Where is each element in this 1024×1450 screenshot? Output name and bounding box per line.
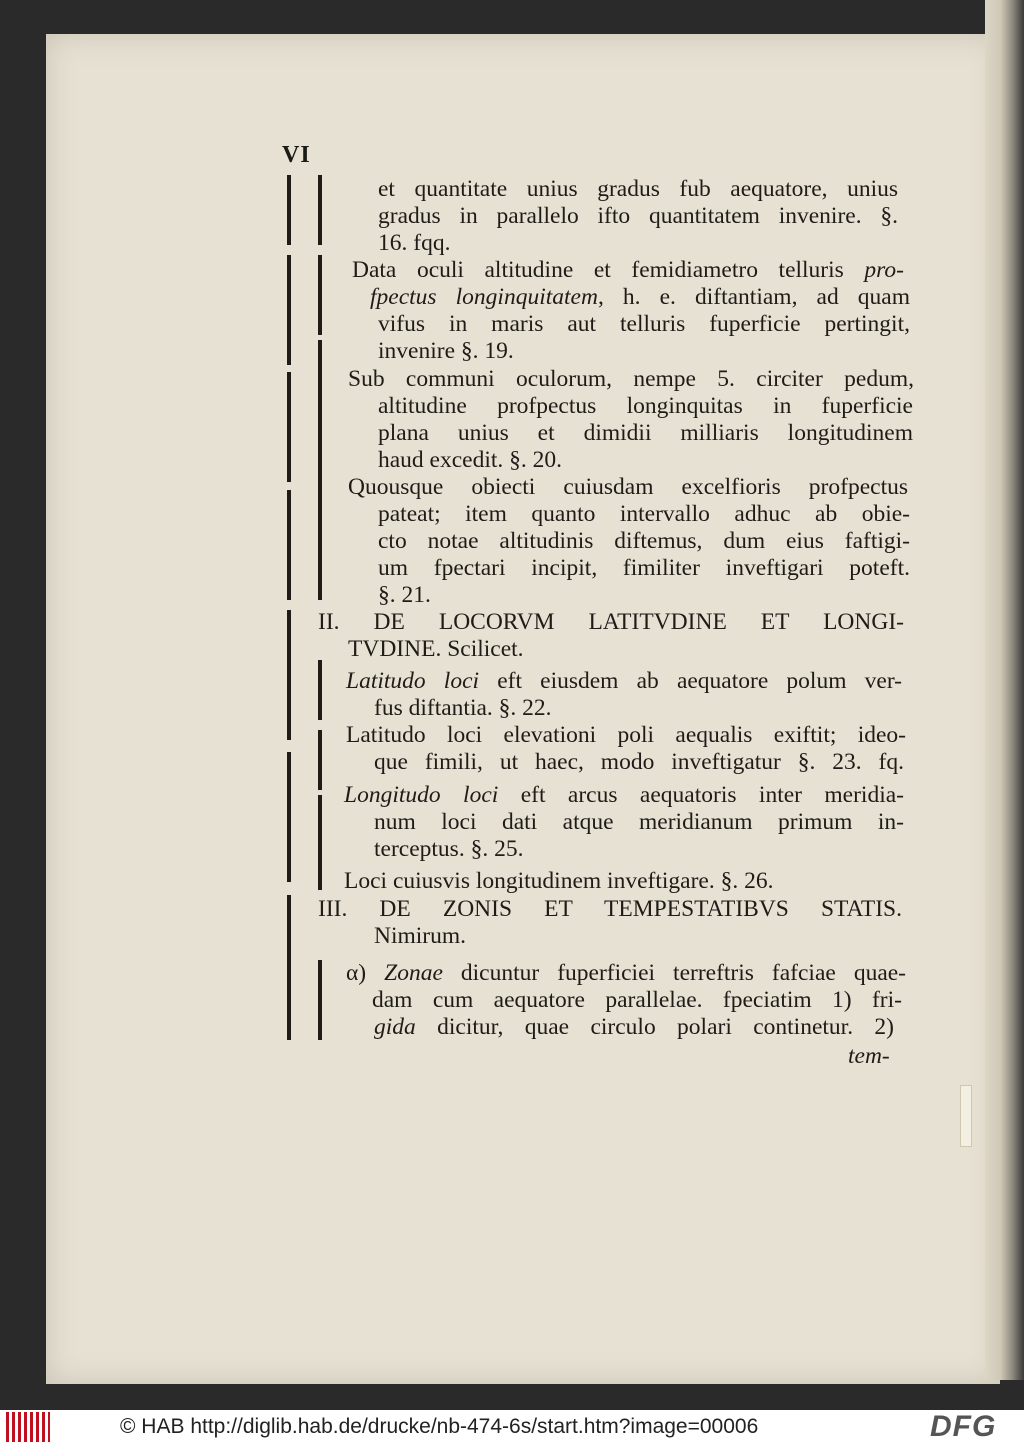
text-line — [346, 668, 902, 695]
italic-text: gida — [374, 1014, 416, 1040]
text-line — [378, 230, 450, 257]
text-line — [374, 695, 552, 722]
text-line — [848, 1043, 890, 1070]
text-span: vifus in maris aut telluris fuperficie pertingit, — [378, 311, 910, 337]
text-span: pateat; item quanto intervallo adhuc ab obie- — [378, 501, 910, 527]
text-span: TVDINE. Scilicet. — [348, 636, 524, 662]
text-span: dicuntur fuperficiei terreftris fafciae quae- — [442, 960, 907, 986]
text-line — [378, 338, 514, 365]
text-line — [378, 311, 910, 338]
footer-copyright: © HAB http://diglib.hab.de/drucke/nb-474-6s/start.htm?image=00006 — [120, 1415, 759, 1438]
text-span: Loci cuiusvis longitudinem inveftigare. §. 26. — [344, 868, 774, 894]
text-span: dicitur, quae circulo polari continetur. 2) — [415, 1014, 894, 1040]
text-line — [372, 987, 902, 1014]
text-line — [378, 393, 913, 420]
text-line — [378, 582, 431, 609]
text-line — [348, 636, 524, 663]
text-line — [370, 284, 910, 311]
text-line — [378, 555, 910, 582]
text-span: et quantitate unius gradus fub aequatore, unius — [378, 176, 898, 202]
text-line — [344, 868, 773, 895]
text-span: invenire §. 19. — [378, 338, 514, 364]
text-span: gradus in parallelo ifto quantitatem invenire. §. — [378, 203, 898, 229]
text-line — [346, 722, 906, 749]
text-span: um fpectari incipit, fimiliter inveftigari poteft. — [378, 555, 910, 581]
text-span: fus diftantia. §. 22. — [374, 695, 552, 721]
text-line — [318, 896, 902, 923]
text-span: dam cum aequatore parallelae. fpeciatim 1) fri- — [372, 987, 902, 1013]
text-span: Latitudo loci elevationi poli aequalis exiftit; ideo- — [346, 722, 906, 748]
text-line — [318, 609, 904, 636]
text-span: III. DE ZONIS ET TEMPESTATIBVS STATIS. — [318, 896, 902, 922]
text-line — [378, 528, 910, 555]
text-line — [374, 923, 466, 950]
text-span: Data oculi altitudine et femidiametro telluris — [352, 257, 865, 283]
text-line — [378, 501, 910, 528]
text-span: Quousque obiecti cuiusdam excelfioris profpectus — [348, 474, 908, 500]
italic-text: Zonae — [384, 960, 443, 986]
text-line — [374, 749, 904, 776]
hab-logo-icon — [6, 1412, 50, 1442]
italic-text: pro- — [864, 257, 904, 283]
text-line — [348, 366, 914, 393]
text-line — [346, 960, 906, 987]
text-line — [352, 257, 904, 284]
text-line — [374, 836, 523, 863]
text-span: §. 21. — [378, 582, 431, 608]
text-span: Sub communi oculorum, nempe 5. circiter pedum, — [348, 366, 914, 392]
text-span: haud excedit. §. 20. — [378, 447, 563, 473]
text-line — [348, 474, 908, 501]
italic-text: Longitudo loci — [344, 782, 499, 808]
text-span: terceptus. §. 25. — [374, 836, 524, 862]
text-line — [374, 809, 904, 836]
italic-text: fpectus longinquitatem — [370, 284, 598, 310]
text-line — [374, 1014, 894, 1041]
text-line — [378, 447, 562, 474]
italic-text: Latitudo loci — [346, 668, 480, 694]
text-line — [378, 203, 898, 230]
italic-text: tem- — [848, 1043, 890, 1069]
text-span: Nimirum. — [374, 923, 467, 949]
dfg-logo: DFG — [930, 1410, 997, 1443]
text-line — [378, 176, 898, 203]
text-span: II. DE LOCORVM LATITVDINE ET LONGI- — [318, 609, 904, 635]
page-number: VI — [282, 142, 311, 168]
text-span: 16. fqq. — [378, 230, 451, 256]
text-span: plana unius et dimidii milliaris longitudinem — [378, 420, 913, 446]
text-span: eft eiusdem ab aequatore polum ver- — [479, 668, 902, 694]
text-span: eft arcus aequatoris inter meridia- — [498, 782, 904, 808]
text-span: cto notae altitudinis diftemus, dum eius faftigi- — [378, 528, 910, 554]
text-line — [344, 782, 904, 809]
text-line — [378, 420, 913, 447]
text-span: , h. e. diftantiam, ad quam — [597, 284, 910, 310]
text-span: α) — [346, 960, 385, 986]
text-span: num loci dati atque meridianum primum in- — [374, 809, 904, 835]
text-span: que fimili, ut haec, modo inveftigatur §. 23. fq. — [374, 749, 904, 775]
text-span: altitudine profpectus longinquitas in fuperficie — [378, 393, 913, 419]
